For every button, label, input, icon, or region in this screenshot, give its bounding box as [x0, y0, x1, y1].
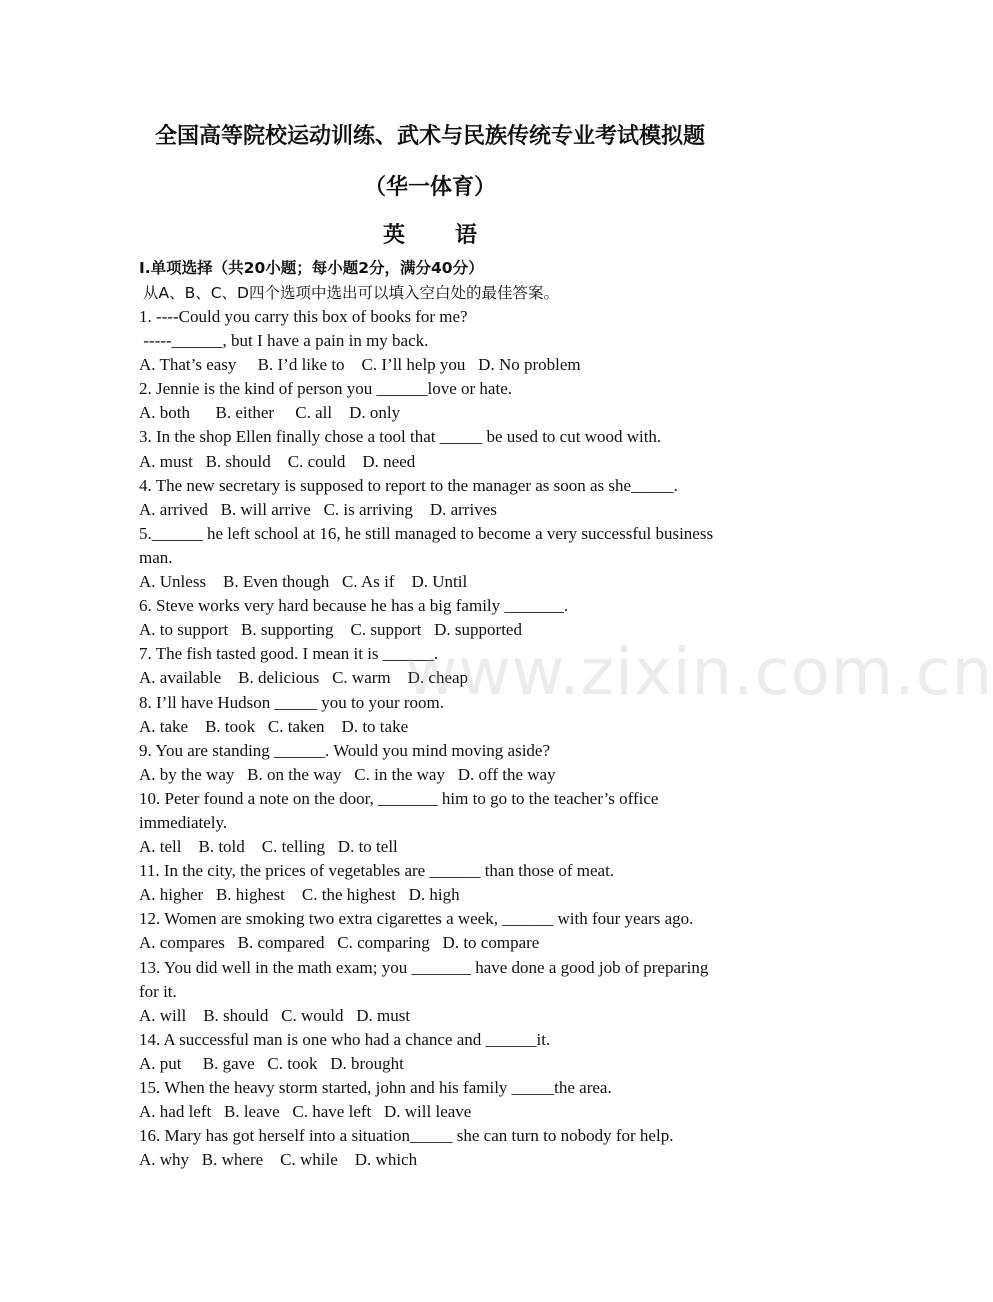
question-line: 15. When the heavy storm started, john and his family _____the area. [139, 1078, 612, 1097]
question-line: A. That’s easy B. I’d like to C. I’ll help you D. No problem [139, 355, 581, 375]
subject-char-1: 英 [382, 223, 405, 248]
question-line: A. why B. where C. while D. which [139, 1150, 418, 1170]
question-line: A. had left B. leave C. have left D. will leave [139, 1102, 472, 1122]
question-line: 16. Mary has got herself into a situation_____ she can turn to nobody for help. [139, 1126, 674, 1146]
subject-char-2: 语 [455, 223, 478, 248]
question-line: 3. In the shop Ellen finally chose a tool that _____ be used to cut wood with. [139, 427, 662, 447]
question-line: A. to support B. supporting C. support D. supported [139, 620, 522, 640]
question-line: A. put B. gave C. took D. brought [139, 1053, 404, 1073]
question-line: man. [139, 547, 173, 567]
subject-heading [0, 218, 890, 249]
section-heading: I.单项选择（共20小题；每小题2分，满分40分） [139, 259, 484, 277]
instructions: 从A、B、C、D四个选项中选出可以填入空白处的最佳答案。 [143, 284, 559, 302]
question-line: 6. Steve works very hard because he has a big family _______. [139, 596, 569, 616]
question-line: A. higher B. highest C. the highest D. high [139, 885, 460, 905]
watermark-text: www.zixin.com.cn [405, 636, 993, 710]
question-line: 7. The fish tasted good. I mean it is ______. [139, 644, 439, 664]
exam-subtitle: （华一体育） [363, 175, 496, 200]
question-line: 13. You did well in the math exam; you _______ have done a good job of preparing [139, 957, 709, 977]
question-line: A. will B. should C. would D. must [139, 1005, 411, 1025]
question-line: 5.______ he left school at 16, he still managed to become a very successful business [139, 523, 714, 543]
question-line: 12. Women are smoking two extra cigarettes a week, ______ with four years ago. [139, 909, 694, 929]
question-line: -----______, but I have a pain in my back. [139, 331, 429, 351]
question-line: A. available B. delicious C. warm D. cheap [139, 668, 469, 688]
exam-title: 全国高等院校运动训练、武术与民族传统专业考试模拟题 [154, 124, 705, 149]
question-line: A. Unless B. Even though C. As if D. Until [139, 572, 468, 592]
question-line: A. compares B. compared C. comparing D. to compare [139, 933, 540, 953]
question-line: 14. A successful man is one who had a chance and ______it. [139, 1029, 551, 1049]
question-line: 2. Jennie is the kind of person you ______love or hate. [139, 379, 512, 399]
question-line: 9. You are standing ______. Would you mind moving aside? [139, 740, 551, 760]
question-list [139, 305, 779, 1172]
question-line: A. arrived B. will arrive C. is arriving D. arrives [139, 499, 497, 519]
question-line: A. both B. either C. all D. only [139, 403, 401, 423]
question-line: 4. The new secretary is supposed to report to the manager as soon as she_____. [139, 475, 678, 495]
question-line: A. must B. should C. could D. need [139, 451, 416, 471]
question-line: immediately. [139, 812, 228, 832]
question-line: A. tell B. told C. telling D. to tell [139, 837, 398, 857]
question-line: 10. Peter found a note on the door, _______ him to go to the teacher’s office [139, 788, 659, 808]
question-line: 1. ----Could you carry this box of books for me? [139, 307, 468, 326]
question-line: A. by the way B. on the way C. in the way D. off the way [139, 764, 556, 784]
question-line: for it. [139, 981, 177, 1001]
question-line: A. take B. took C. taken D. to take [139, 716, 409, 736]
question-line: 11. In the city, the prices of vegetables are ______ than those of meat. [139, 861, 615, 881]
question-line: 8. I’ll have Hudson _____ you to your room. [139, 692, 445, 712]
